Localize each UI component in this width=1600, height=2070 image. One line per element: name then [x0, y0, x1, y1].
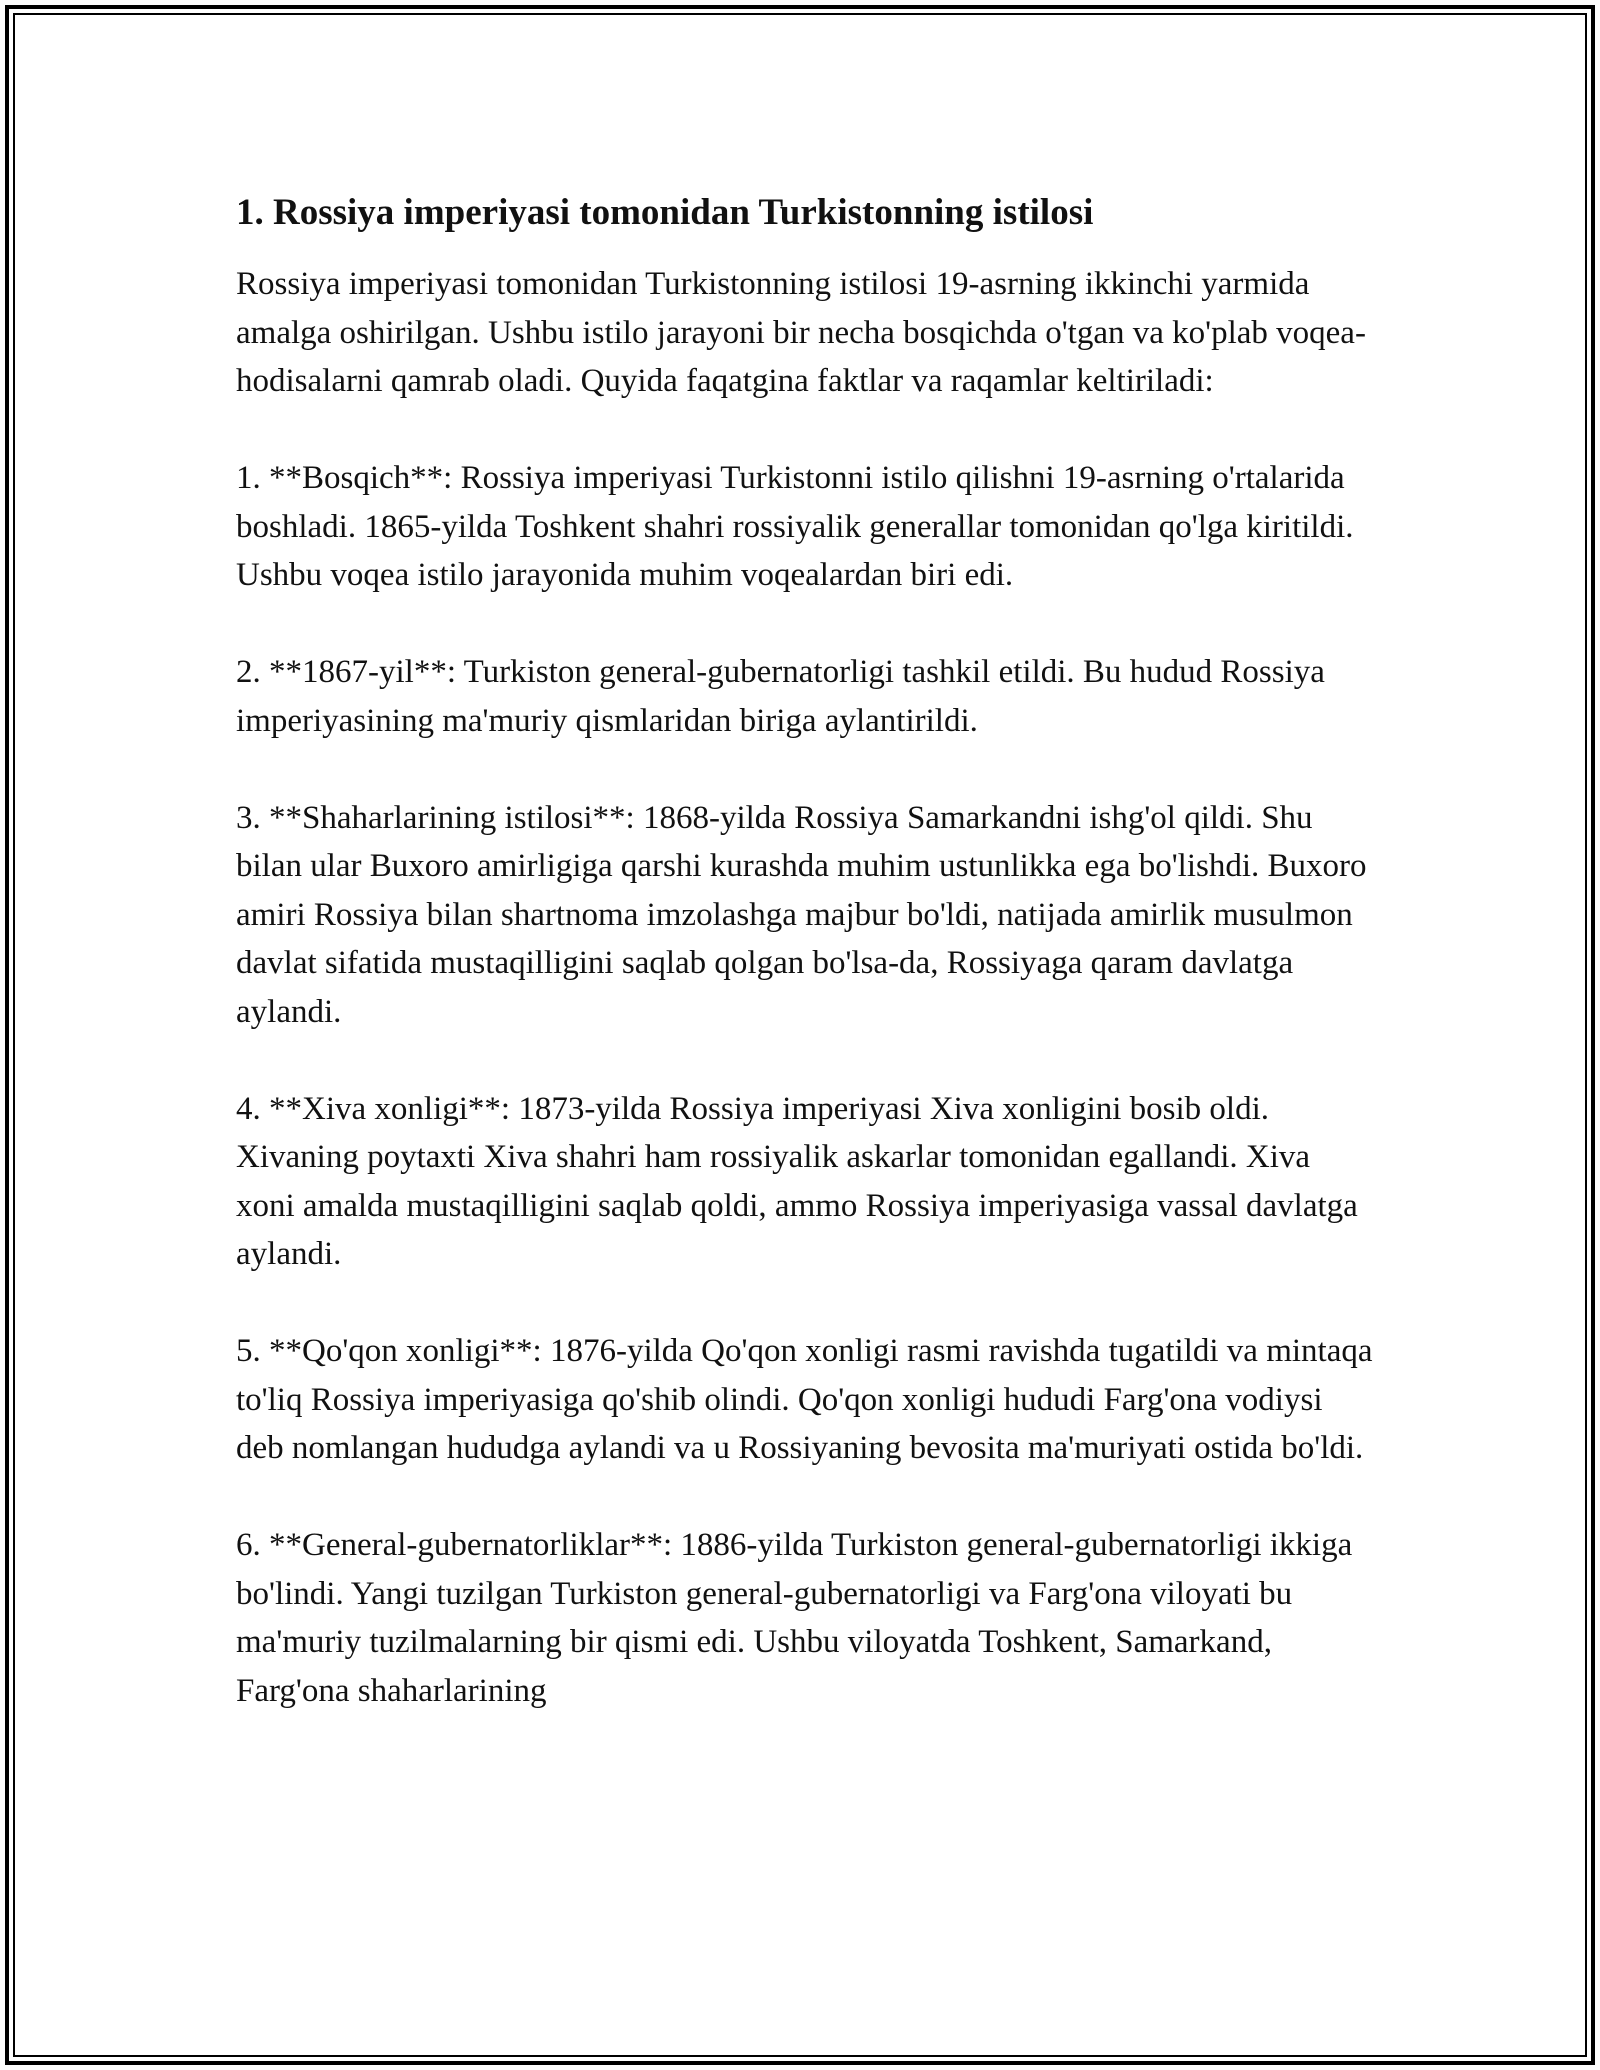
intro-paragraph: Rossiya imperiyasi tomonidan Turkistonning istilosi 19-asrning ikkinchi yarmida amalga oshirilgan. Ushbu istilo jarayoni bir necha bosqichda o'tgan va ko'plab voqea-hodisalarni qamrab oladi. Quyida faqatgina faktlar va raqamlar keltiriladi:	[236, 266, 1366, 399]
list-item-4: 4. **Xiva xonligi**: 1873-yilda Rossiya imperiyasi Xiva xonligini bosib oldi. Xivaning poytaxti Xiva shahri ham rossiyalik askarlar tomonidan egallandi. Xiva xoni amalda mustaqilligini saqlab qoldi, ammo Rossiya imperiyasiga vassal davlatga aylandi.	[236, 1090, 1358, 1272]
list-item-6: 6. **General-gubernatorliklar**: 1886-yilda Turkiston general-gubernatorligi ikkiga bo'lindi. Yangi tuzilgan Turkiston general-gubernatorligi va Farg'ona viloyati bu ma'muriy tuzilmalarning bir qismi edi. Ushbu viloyatda Toshkent, Samarkand, Farg'ona shaharlarining	[236, 1527, 1353, 1709]
document-title: 1. Rossiya imperiyasi tomonidan Turkistonning istilosi	[236, 192, 1094, 233]
document-body	[236, 188, 1376, 1764]
list-item-1: 1. **Bosqich**: Rossiya imperiyasi Turkistonni istilo qilishni 19-asrning o'rtalarida boshladi. 1865-yilda Toshkent shahri rossiyalik generallar tomonidan qo'lga kiritildi. Ushbu voqea istilo jarayonida muhim voqealardan biri edi.	[236, 460, 1354, 593]
list-item-2: 2. **1867-yil**: Turkiston general-gubernatorligi tashkil etildi. Bu hudud Rossiya imperiyasining ma'muriy qismlaridan biriga aylantirildi.	[236, 654, 1325, 739]
list-item-5: 5. **Qo'qon xonligi**: 1876-yilda Qo'qon xonligi rasmi ravishda tugatildi va mintaqa to'liq Rossiya imperiyasiga qo'shib olindi. Qo'qon xonligi hududi Farg'ona vodiysi deb nomlangan hududga aylandi va u Rossiyaning bevosita ma'muriyati ostida bo'ldi.	[236, 1333, 1373, 1466]
list-item-3: 3. **Shaharlarining istilosi**: 1868-yilda Rossiya Samarkandni ishg'ol qildi. Shu bilan ular Buxoro amirligiga qarshi kurashda muhim ustunlikka ega bo'lishdi. Buxoro amiri Rossiya bilan shartnoma imzolashga majbur bo'ldi, natijada amirlik musulmon davlat sifatida mustaqilligini saqlab qolgan bo'lsa-da, Rossiyaga qaram davlatga aylandi.	[236, 799, 1367, 1030]
